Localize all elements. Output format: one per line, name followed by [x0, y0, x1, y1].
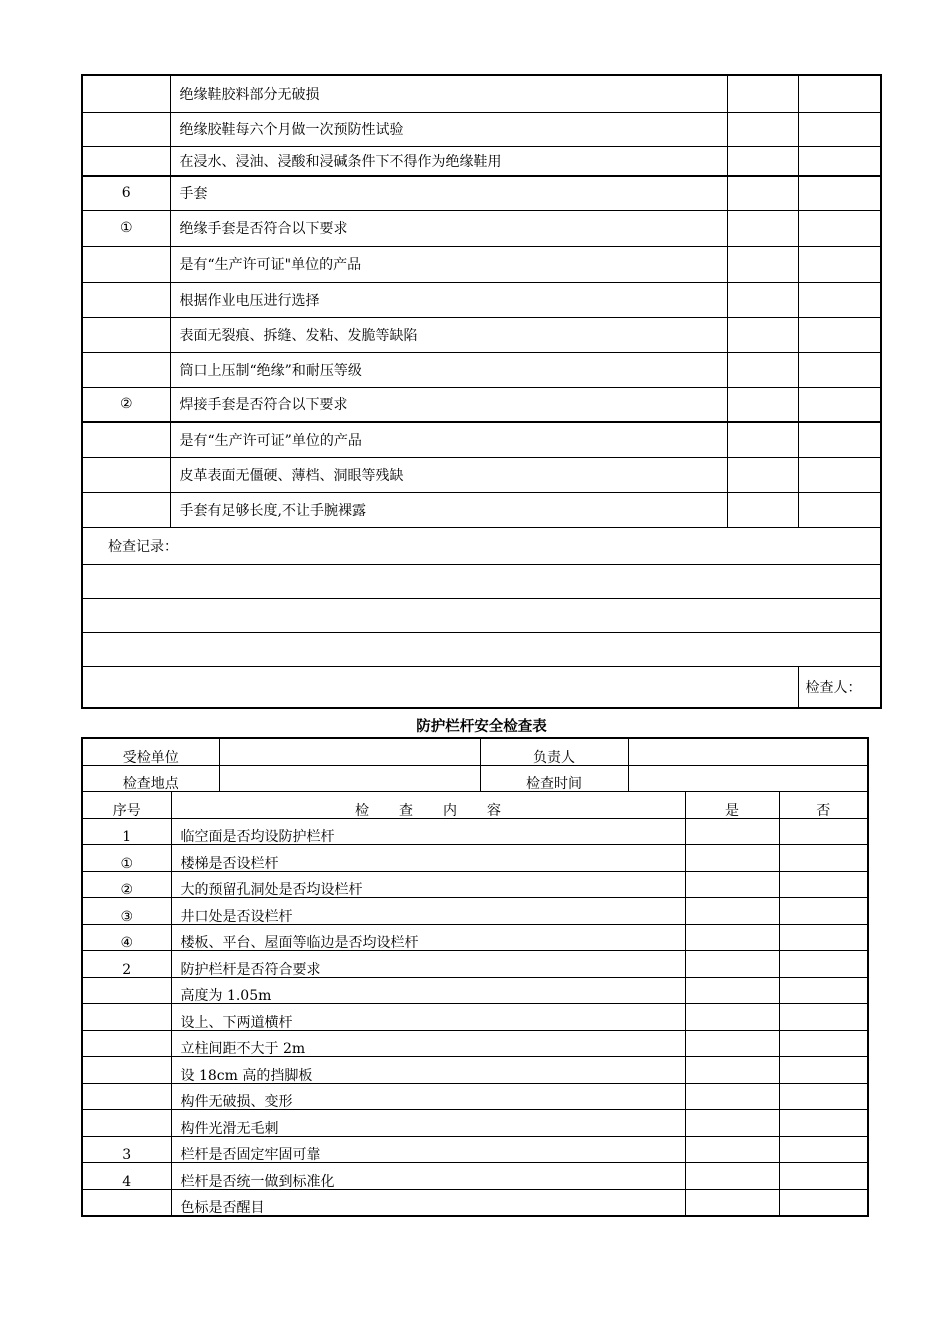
table-row [82, 818, 868, 845]
insulation-checklist-table [81, 74, 882, 709]
row-content: 皮革表面无僵硬、薄档、洞眼等残缺 [170, 457, 727, 492]
table-row [82, 1110, 868, 1137]
yes-cell[interactable] [685, 1136, 779, 1163]
row-content: 栏杆是否固定牢固可靠 [171, 1136, 685, 1163]
table-row [82, 1189, 868, 1216]
table-row [82, 352, 881, 387]
yes-cell[interactable] [727, 457, 798, 492]
no-cell[interactable] [798, 146, 881, 176]
row-content: 设 18cm 高的挡脚板 [171, 1057, 685, 1084]
row-number [82, 1057, 171, 1084]
row-number [82, 146, 170, 176]
row-content: 是有“生产许可证"单位的产品 [170, 246, 727, 282]
row-content: 防护栏杆是否符合要求 [171, 951, 685, 978]
guardrail-checklist-table [81, 737, 869, 1217]
row-content: 筒口上压制“绝缘”和耐压等级 [170, 352, 727, 387]
record-blank-line[interactable] [82, 598, 881, 632]
no-cell[interactable] [798, 457, 881, 492]
row-number [82, 977, 171, 1004]
row-content: 绝缘鞋胶料部分无破损 [170, 75, 727, 112]
row-number [82, 1189, 171, 1216]
no-cell[interactable] [798, 176, 881, 210]
row-content: 构件光滑无毛刺 [171, 1110, 685, 1137]
yes-cell[interactable] [685, 924, 779, 951]
row-content: 焊接手套是否符合以下要求 [170, 387, 727, 422]
no-cell[interactable] [779, 1030, 868, 1057]
table-row [82, 1030, 868, 1057]
yes-cell[interactable] [727, 352, 798, 387]
row-content: 栏杆是否统一做到标准化 [171, 1163, 685, 1190]
table-row [82, 951, 868, 978]
no-cell[interactable] [779, 845, 868, 872]
no-cell[interactable] [798, 282, 881, 317]
no-cell[interactable] [779, 924, 868, 951]
no-cell[interactable] [779, 951, 868, 978]
yes-cell[interactable] [685, 818, 779, 845]
inspector-label[interactable]: 检查人： [798, 666, 881, 708]
row-content: 在浸水、浸油、浸酸和浸碱条件下不得作为绝缘鞋用 [170, 146, 727, 176]
row-number [82, 246, 170, 282]
row-number [82, 1110, 171, 1137]
table-row [82, 387, 881, 422]
no-cell[interactable] [779, 871, 868, 898]
yes-cell[interactable] [685, 1189, 779, 1216]
row-content: 绝缘胶鞋每六个月做一次预防性试验 [170, 112, 727, 146]
unit-field[interactable] [219, 738, 480, 765]
no-cell[interactable] [798, 352, 881, 387]
yes-cell[interactable] [727, 112, 798, 146]
row-content: 立柱间距不大于 2m [171, 1030, 685, 1057]
header-row [82, 792, 868, 819]
header-yes: 是 [685, 792, 779, 819]
no-cell[interactable] [798, 387, 881, 422]
table-row [82, 1163, 868, 1190]
row-number [82, 1083, 171, 1110]
table-row [82, 845, 868, 872]
time-field[interactable] [628, 765, 868, 792]
no-cell[interactable] [779, 898, 868, 925]
yes-cell[interactable] [685, 951, 779, 978]
row-content: 楼梯是否设栏杆 [171, 845, 685, 872]
no-cell[interactable] [779, 818, 868, 845]
page-title: 防护栏杆安全检查表 [416, 718, 547, 735]
yes-cell[interactable] [685, 1110, 779, 1137]
row-content: 构件无破损、变形 [171, 1083, 685, 1110]
row-number [82, 112, 170, 146]
table-row [82, 422, 881, 457]
yes-cell[interactable] [685, 977, 779, 1004]
row-number [82, 1004, 171, 1031]
row-number [82, 317, 170, 352]
row-content: 高度为 1.05m [171, 977, 685, 1004]
no-cell[interactable] [798, 75, 881, 112]
record-line [82, 632, 881, 666]
no-cell[interactable] [798, 112, 881, 146]
row-number [82, 492, 170, 527]
row-number [82, 422, 170, 457]
info-row [82, 765, 868, 792]
row-number: 6 [82, 176, 170, 210]
no-cell[interactable] [798, 492, 881, 527]
no-cell[interactable] [798, 317, 881, 352]
table-row [82, 317, 881, 352]
no-cell[interactable] [798, 246, 881, 282]
responsible-label: 负责人 [480, 738, 628, 765]
record-blank-line[interactable] [82, 632, 881, 666]
table-row [82, 75, 881, 112]
table-row [82, 246, 881, 282]
yes-cell[interactable] [727, 387, 798, 422]
responsible-field[interactable] [628, 738, 868, 765]
record-line [82, 564, 881, 598]
yes-cell[interactable] [685, 845, 779, 872]
row-content: 表面无裂痕、拆缝、发粘、发脆等缺陷 [170, 317, 727, 352]
yes-cell[interactable] [685, 1083, 779, 1110]
table-row [82, 1136, 868, 1163]
inspector-row [82, 666, 881, 708]
yes-cell[interactable] [727, 75, 798, 112]
row-number: ① [82, 210, 170, 246]
no-cell[interactable] [779, 1163, 868, 1190]
yes-cell[interactable] [727, 282, 798, 317]
row-number: 2 [82, 951, 171, 978]
table-row [82, 146, 881, 176]
header-number: 序号 [82, 792, 171, 819]
location-field[interactable] [219, 765, 480, 792]
row-content: 手套 [170, 176, 727, 210]
yes-cell[interactable] [727, 146, 798, 176]
yes-cell[interactable] [685, 871, 779, 898]
table-row [82, 282, 881, 317]
record-row [82, 527, 881, 564]
row-content: 临空面是否均设防护栏杆 [171, 818, 685, 845]
no-cell[interactable] [779, 1057, 868, 1084]
yes-cell[interactable] [727, 492, 798, 527]
no-cell[interactable] [798, 422, 881, 457]
row-content: 井口处是否设栏杆 [171, 898, 685, 925]
table-row [82, 1083, 868, 1110]
no-cell[interactable] [779, 977, 868, 1004]
row-content: 绝缘手套是否符合以下要求 [170, 210, 727, 246]
yes-cell[interactable] [685, 898, 779, 925]
row-number [82, 282, 170, 317]
row-number [82, 352, 170, 387]
table-row [82, 977, 868, 1004]
time-label: 检查时间 [480, 765, 628, 792]
yes-cell[interactable] [727, 246, 798, 282]
row-content: 设上、下两道横杆 [171, 1004, 685, 1031]
row-number: 3 [82, 1136, 171, 1163]
row-number [82, 1030, 171, 1057]
yes-cell[interactable] [727, 422, 798, 457]
table-row [82, 898, 868, 925]
row-number: ④ [82, 924, 171, 951]
header-content: 检查内容 [171, 792, 685, 819]
row-number: ① [82, 845, 171, 872]
record-label: 检查记录： [82, 527, 881, 564]
row-number [82, 75, 170, 112]
row-content: 楼板、平台、屋面等临边是否均设栏杆 [171, 924, 685, 951]
table-row [82, 924, 868, 951]
row-number: 1 [82, 818, 171, 845]
table-row [82, 1057, 868, 1084]
unit-label: 受检单位 [82, 738, 219, 765]
inspector-blank [82, 666, 798, 708]
row-number: ③ [82, 898, 171, 925]
table-row [82, 457, 881, 492]
table-row [82, 112, 881, 146]
row-number [82, 457, 170, 492]
table-row [82, 492, 881, 527]
row-number: ② [82, 387, 170, 422]
yes-cell[interactable] [685, 1004, 779, 1031]
table-row [82, 210, 881, 246]
yes-cell[interactable] [685, 1163, 779, 1190]
row-content: 手套有足够长度,不让手腕裸露 [170, 492, 727, 527]
info-row [82, 738, 868, 765]
no-cell[interactable] [779, 1004, 868, 1031]
row-content: 根据作业电压进行选择 [170, 282, 727, 317]
yes-cell[interactable] [685, 1030, 779, 1057]
table-row [82, 871, 868, 898]
record-blank-line[interactable] [82, 564, 881, 598]
yes-cell[interactable] [685, 1057, 779, 1084]
header-no: 否 [779, 792, 868, 819]
no-cell[interactable] [779, 1083, 868, 1110]
table-row [82, 1004, 868, 1031]
row-number: 4 [82, 1163, 171, 1190]
no-cell[interactable] [779, 1136, 868, 1163]
row-content: 是有“生产许可证”单位的产品 [170, 422, 727, 457]
table-row [82, 176, 881, 210]
location-label: 检查地点 [82, 765, 219, 792]
no-cell[interactable] [779, 1110, 868, 1137]
row-number: ② [82, 871, 171, 898]
row-content: 大的预留孔洞处是否均设栏杆 [171, 871, 685, 898]
record-line [82, 598, 881, 632]
yes-cell[interactable] [727, 210, 798, 246]
yes-cell[interactable] [727, 176, 798, 210]
yes-cell[interactable] [727, 317, 798, 352]
row-content: 色标是否醒目 [171, 1189, 685, 1216]
no-cell[interactable] [798, 210, 881, 246]
no-cell[interactable] [779, 1189, 868, 1216]
